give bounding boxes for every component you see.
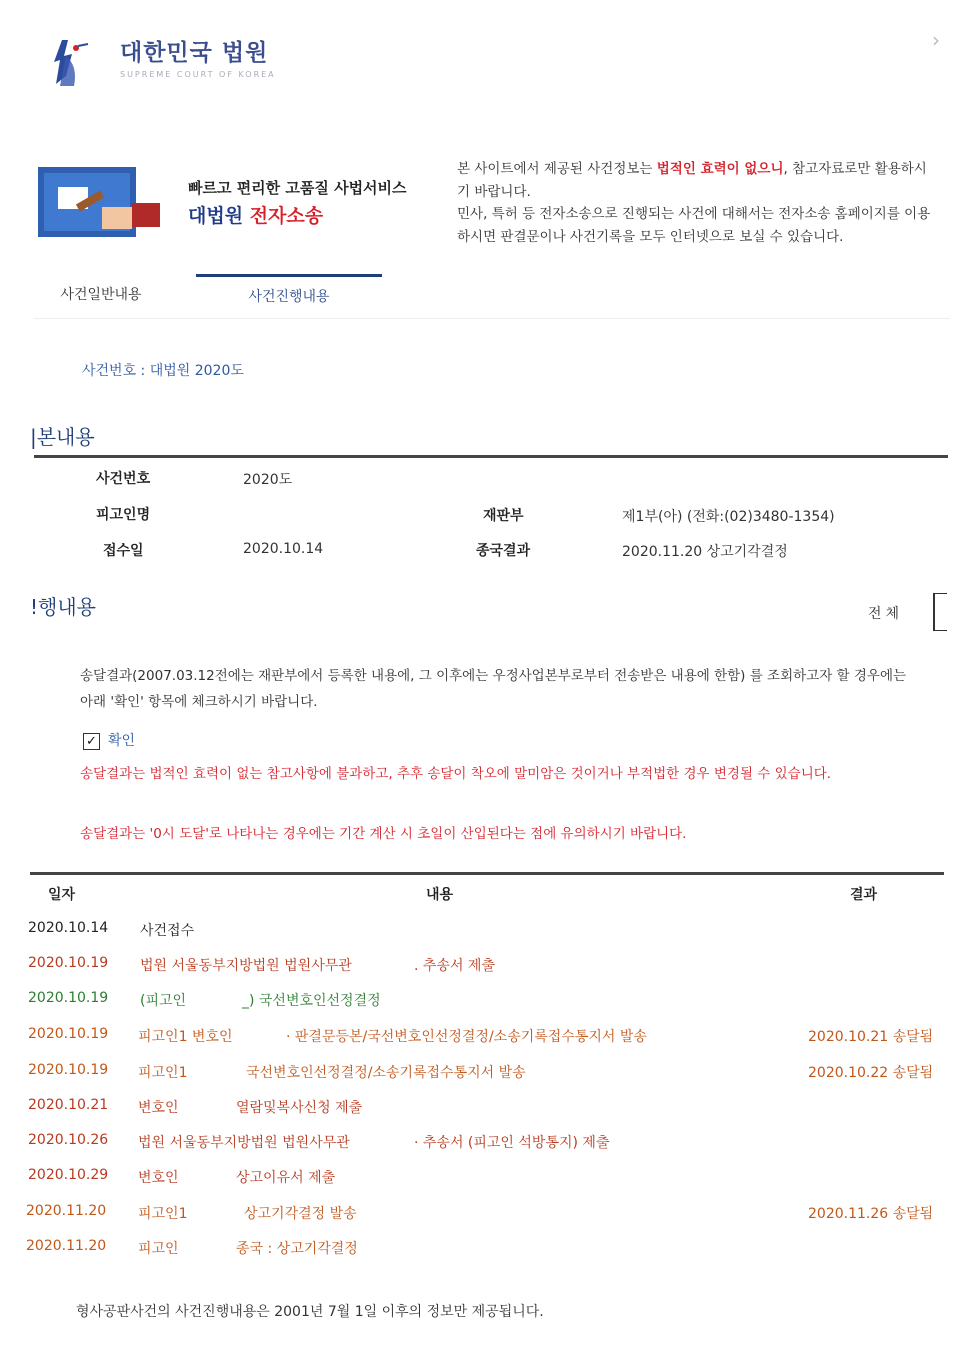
row-content-action: 열람및복사신청 제출 (236, 1100, 363, 1116)
row-date: 2020.10.19 (28, 1026, 109, 1042)
row-date: 2020.10.14 (28, 920, 109, 936)
notice-line2: 민사, 특허 등 전자소송으로 진행되는 사건에 대해서는 전자소송 홈페이지를 이용하시면 판결문이나 사건기록을 모두 인터넷으로 보실 수 있습니다. (457, 206, 931, 245)
row-content-action: _) 국선변호인선정결정 (242, 993, 381, 1009)
table-divider (30, 872, 944, 875)
row-date: 2020.10.19 (28, 990, 109, 1006)
banner-title (188, 201, 323, 228)
received-value: 2020.10.14 (243, 541, 324, 557)
court-name: 대한민국 법원 (120, 40, 269, 66)
row-date: 2020.10.19 (28, 1062, 109, 1078)
filter-dropdown-icon[interactable] (933, 593, 947, 631)
case-no-value: 2020도 (243, 472, 293, 488)
final-result-value: 2020.11.20 상고기각결정 (622, 544, 788, 560)
received-label: 접수일 (103, 543, 144, 559)
banner-title-red: 전자소송 (249, 205, 324, 227)
row-content-party: 법원 서울동부지방법원 법원사무관 (138, 1135, 350, 1151)
progress-description: 송달결과(2007.03.12전에는 재판부에서 등록한 내용에, 그 이후에는 우정사업본부로부터 전송받은 내용에 한함) 를 조회하고자 할 경우에는 아래 '확인' 항목에 체크하시기 바랍니다. (80, 668, 907, 710)
banner-title-blue: 대법원 (188, 205, 250, 227)
e-litigation-banner-icon (38, 163, 160, 241)
col-header-content: 내용 (426, 887, 454, 903)
chevron-right-icon[interactable]: › (932, 28, 940, 52)
row-content-party: 피고인 (138, 1241, 179, 1257)
row-result: 2020.11.26 송달됨 (808, 1206, 934, 1222)
banner-tagline: 빠르고 편리한 고품질 사법서비스 (188, 179, 407, 197)
row-result: 2020.10.21 송달됨 (808, 1029, 934, 1045)
table-row (0, 1167, 966, 1191)
row-content-action: 상고기각결정 발송 (244, 1206, 357, 1222)
row-content-action: . 추송서 제출 (414, 958, 495, 974)
row-content-action: 상고이유서 제출 (236, 1170, 336, 1186)
row-content-party: 피고인1 (138, 1065, 188, 1081)
row-content-party: (피고인 (140, 993, 187, 1009)
case-no-label: 사건번호 (96, 471, 151, 487)
defendant-label: 피고인명 (96, 507, 151, 523)
court-subtitle: SUPREME COURT OF KOREA (120, 70, 276, 79)
court-division-value: 제1부(아) (전화:(02)3480-1354) (622, 509, 835, 525)
table-row (0, 1097, 966, 1121)
table-row (0, 1132, 966, 1156)
row-content-party: 변호인 (138, 1100, 179, 1116)
confirm-checkbox[interactable]: ✓ (83, 733, 100, 750)
row-content-party: 피고인1 (138, 1206, 188, 1222)
row-date: 2020.10.29 (28, 1167, 109, 1183)
row-content-party: 사건접수 (140, 923, 195, 939)
table-row (0, 1238, 966, 1262)
row-content-action: · 추송서 (피고인 석방통지) 제출 (414, 1135, 610, 1151)
final-result-label: 종국결과 (476, 543, 531, 559)
row-date: 2020.10.21 (28, 1097, 109, 1113)
row-date: 2020.11.20 (26, 1203, 107, 1219)
row-content-party: 법원 서울동부지방법원 법원사무관 (140, 958, 352, 974)
notice-warning: 법적인 효력이 없으니 (656, 161, 784, 177)
table-row (0, 1026, 966, 1050)
row-content-action: 종국 : 상고기각결정 (236, 1241, 358, 1257)
filter-select[interactable]: 전체 (868, 606, 904, 622)
progress-title: !행내용 (30, 595, 96, 619)
tab-divider (34, 318, 950, 319)
court-logo-icon (48, 36, 94, 88)
tab-case-progress[interactable]: 사건진행내용 (196, 274, 382, 316)
row-content-action: · 판결문등본/국선변호인선정결정/소송기록접수통지서 발송 (286, 1029, 647, 1045)
table-row (0, 1203, 966, 1227)
col-header-date: 일자 (48, 887, 76, 903)
footer-note: 형사공판사건의 사건진행내용은 2001년 7월 1일 이후의 정보만 제공됩니다. (76, 1304, 544, 1320)
row-date: 2020.10.19 (28, 955, 109, 971)
row-result: 2020.10.22 송달됨 (808, 1065, 934, 1081)
zero-hour-note: 송달결과는 '0시 도달'로 나타나는 경우에는 기간 계산 시 초일이 산입된다는 점에 유의하시기 바랍니다. (80, 826, 687, 842)
legal-notice (457, 158, 937, 248)
notice-part1: 본 사이트에서 제공된 사건정보는 (457, 161, 657, 177)
table-row (0, 920, 966, 944)
confirm-label[interactable]: 확인 (108, 733, 136, 749)
table-row (0, 1062, 966, 1086)
col-header-result: 결과 (850, 887, 878, 903)
tab-case-general[interactable]: 사건일반내용 (60, 287, 142, 303)
row-content-party: 변호인 (138, 1170, 179, 1186)
legal-warning-note: 송달결과는 법적인 효력이 없는 참고사항에 불과하고, 추후 송달이 착오에 말미암은 것이거나 부적법한 경우 변경될 수 있습니다. (80, 766, 832, 782)
table-row (0, 990, 966, 1014)
table-row (0, 955, 966, 979)
row-content-action: 국선변호인선정결정/소송기록접수통지서 발송 (246, 1065, 526, 1081)
row-content-party: 피고인1 변호인 (138, 1029, 233, 1045)
notice-part2: , 참고자료로만 활용하시기 바랍니다. (457, 161, 927, 200)
court-division-label: 재판부 (483, 508, 524, 524)
section-divider (34, 455, 948, 458)
basic-info-title: |본내용 (30, 425, 95, 449)
row-date: 2020.10.26 (28, 1132, 109, 1148)
row-date: 2020.11.20 (26, 1238, 107, 1254)
case-number-line: 사건번호 : 대법원 2020도 (82, 363, 244, 379)
